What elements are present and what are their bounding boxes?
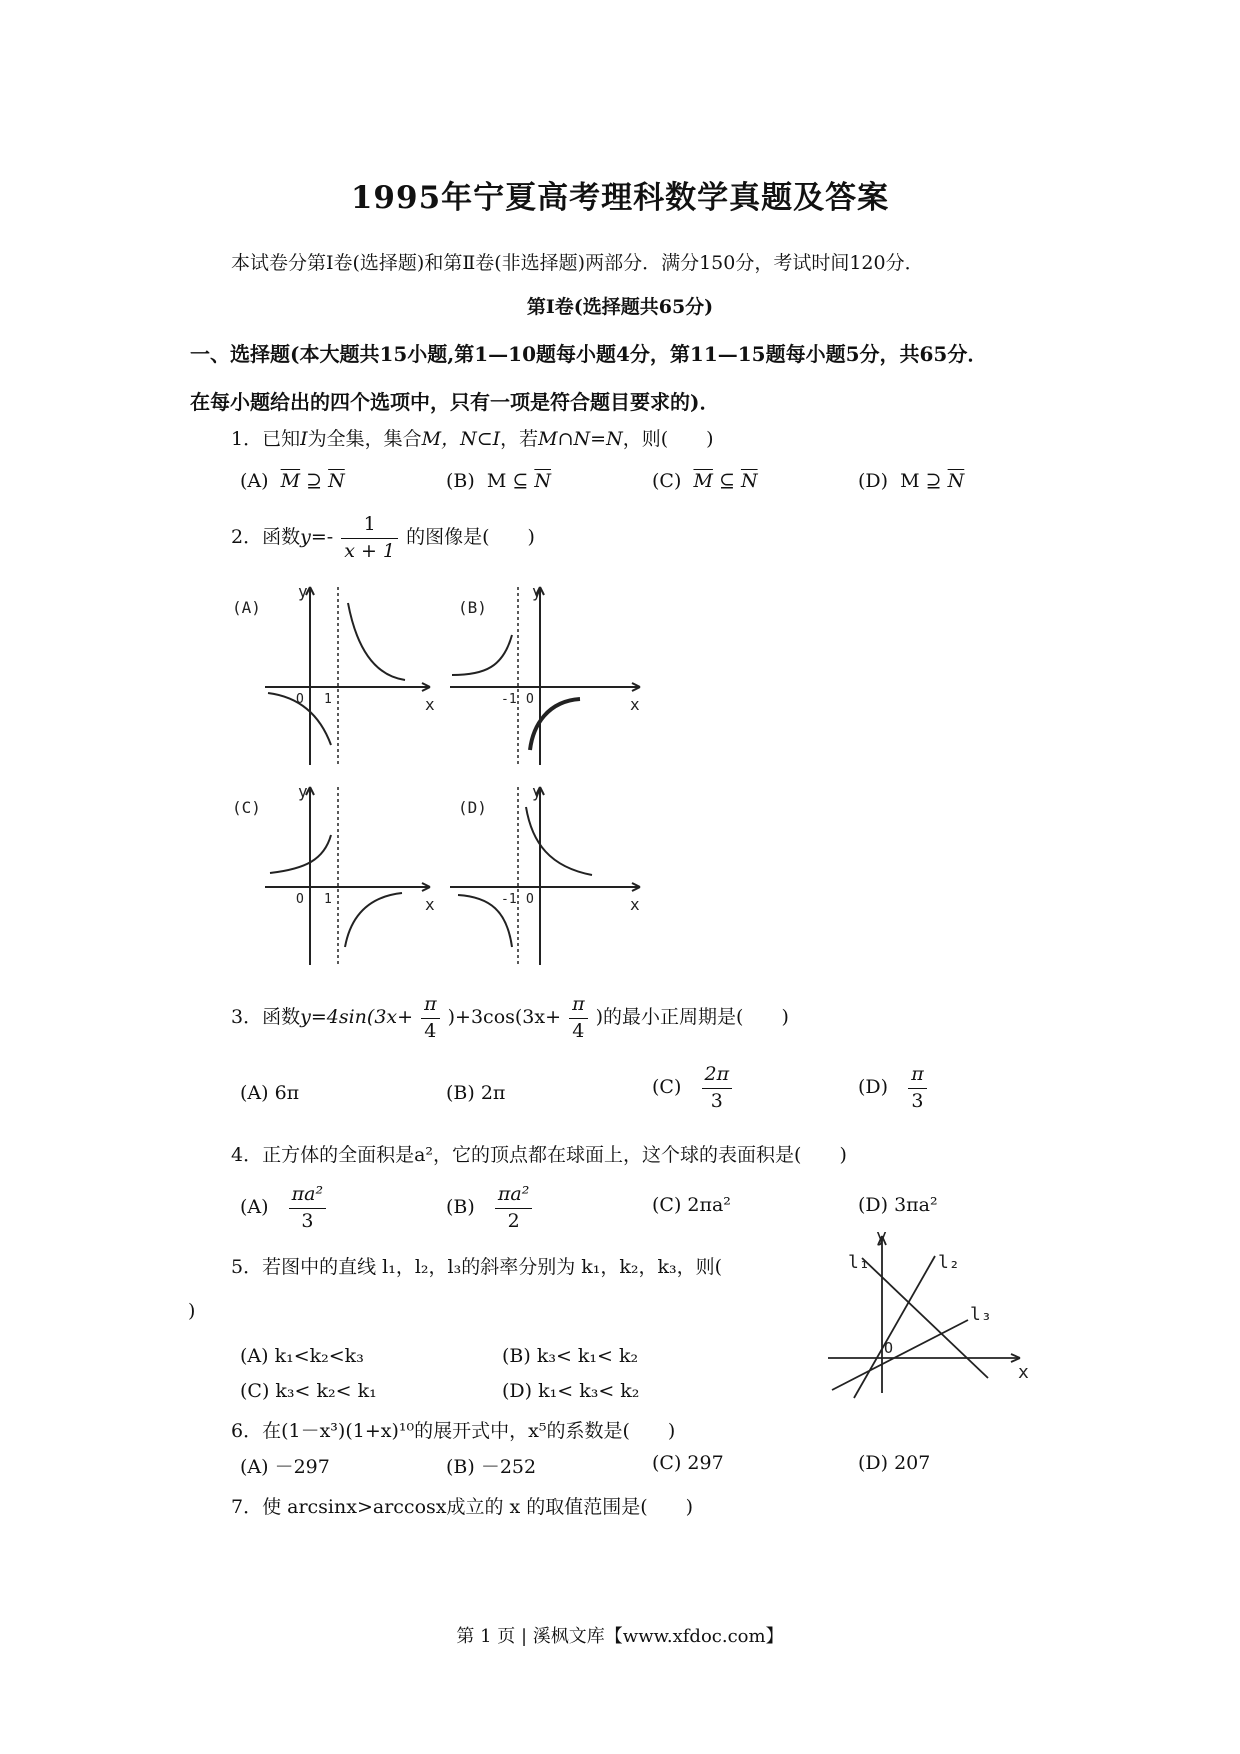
- question-1-option-d: (D) M ⊇ $\overline{N}$: [858, 470, 965, 492]
- graph-a-x-label: x: [425, 695, 435, 714]
- question-4-option-d: (D) 3πa²: [858, 1194, 938, 1216]
- fraction: $\frac{\pi}{4}$: [421, 992, 440, 1044]
- question-1-stem: 1．已知I为全集，集合M，N⊂I，若M∩N=N，则( ): [231, 428, 714, 450]
- question-1-option-a: (A) $\overline{M}$ ⊇ $\overline{N}$: [240, 470, 345, 492]
- question-7-stem: 7．使 arcsinx>arccosx成立的 x 的取值范围是( ): [231, 1496, 694, 1518]
- fraction: $\frac{\text{πa²}}{2}$: [495, 1182, 532, 1234]
- question-6-option-a: (A) －297: [240, 1456, 330, 1478]
- question-3-option-d: (D) $\frac{\pi}{3}$: [858, 1062, 929, 1114]
- question-5-option-d: (D) k₁< k₃< k₂: [502, 1380, 640, 1402]
- graph-d-origin: O: [526, 892, 534, 907]
- fraction: $\frac{2\pi}{3}$: [702, 1062, 733, 1114]
- graph-d-x-label: x: [630, 895, 640, 914]
- fig-line-l3-label: l₃: [970, 1304, 992, 1325]
- question-2-stem: 2．函数y=- $\frac{1}{x + 1}$ 的图像是( ): [231, 512, 535, 564]
- question-4-stem: 4．正方体的全面积是a²，它的顶点都在球面上，这个球的表面积是( ): [231, 1144, 847, 1166]
- part1-heading: 第Ⅰ卷(选择题共65分): [526, 296, 714, 318]
- question-6-option-c: (C) 297: [652, 1452, 724, 1474]
- graph-a: [265, 587, 430, 765]
- question-1-option-b: (B) M ⊆ $\overline{N}$: [446, 470, 551, 492]
- question-2-graphs: [220, 575, 660, 975]
- question-5-figure: [820, 1228, 1040, 1418]
- graph-a-tick: 1: [324, 692, 332, 707]
- fig-line-l1-label: l₁: [848, 1252, 870, 1273]
- question-3-option-b: (B) 2π: [446, 1082, 506, 1104]
- graph-b-tick: -1: [501, 692, 517, 707]
- page-title: 1995年宁夏高考理科数学真题及答案: [350, 180, 890, 216]
- fig-line-l2-label: l₂: [938, 1252, 960, 1273]
- graph-c-origin: O: [296, 892, 304, 907]
- graph-b-y-label: y: [532, 582, 542, 601]
- graph-c: [265, 787, 430, 965]
- fig-origin: O: [884, 1339, 894, 1357]
- question-6-option-b: (B) －252: [446, 1456, 537, 1478]
- question-4-option-a: (A) $\frac{\text{πa²}}{3}$: [240, 1182, 328, 1234]
- question-5-stem-end: ): [188, 1300, 196, 1322]
- graph-b-x-label: x: [630, 695, 640, 714]
- question-6-stem: 6．在(1－x³)(1+x)¹⁰的展开式中，x⁵的系数是( ): [231, 1420, 676, 1442]
- question-5-option-b: (B) k₃< k₁< k₂: [502, 1345, 639, 1367]
- fig-y-label: y: [876, 1228, 887, 1247]
- graph-c-tick: 1: [324, 892, 332, 907]
- graph-d-tick: -1: [501, 892, 517, 907]
- graph-a-origin: O: [296, 692, 304, 707]
- fraction: $\frac{\text{πa²}}{3}$: [289, 1182, 326, 1234]
- fraction: $\frac{1}{x + 1}$: [341, 512, 398, 564]
- section1-instructions-line2: 在每小题给出的四个选项中，只有一项是符合题目要求的)．: [190, 390, 720, 414]
- question-4-option-c: (C) 2πa²: [652, 1194, 731, 1216]
- question-5-option-c: (C) k₃< k₂< k₁: [240, 1380, 377, 1402]
- graph-b-origin: O: [526, 692, 534, 707]
- question-6-option-d: (D) 207: [858, 1452, 931, 1474]
- graph-c-x-label: x: [425, 895, 435, 914]
- question-4-option-b: (B) $\frac{\text{πa²}}{2}$: [446, 1182, 534, 1234]
- graph-b-label: (B): [458, 598, 487, 617]
- fig-x-label: x: [1018, 1362, 1029, 1383]
- fraction: $\frac{\pi}{3}$: [908, 1062, 927, 1114]
- graph-d-label: (D): [458, 798, 487, 817]
- graph-c-y-label: y: [298, 782, 308, 801]
- question-3-option-c: (C) $\frac{2\pi}{3}$: [652, 1062, 734, 1114]
- question-3-stem: 3．函数y=4sin(3x+ $\frac{\pi}{4}$ )+3cos(3x+ $\frac{\pi}{4}$ )的最小正周期是( ): [231, 992, 789, 1044]
- graph-d-y-label: y: [532, 782, 542, 801]
- fraction: $\frac{\pi}{4}$: [569, 992, 588, 1044]
- exam-intro: 本试卷分第Ⅰ卷(选择题)和第Ⅱ卷(非选择题)两部分．满分150分，考试时间120分．: [231, 252, 924, 274]
- graph-a-label: (A): [232, 598, 261, 617]
- section1-instructions-line1: 一、选择题(本大题共15小题,第1—10题每小题4分，第11—15题每小题5分，共65分．: [190, 342, 988, 366]
- graph-a-y-label: y: [298, 582, 308, 601]
- question-1-option-c: (C) $\overline{M}$ ⊆ $\overline{N}$: [652, 470, 758, 492]
- question-3-option-a: (A) 6π: [240, 1082, 300, 1104]
- question-5-stem: 5．若图中的直线 l₁，l₂，l₃的斜率分别为 k₁，k₂，k₃，则(: [231, 1256, 723, 1278]
- graph-c-label: (C): [232, 798, 261, 817]
- question-5-option-a: (A) k₁<k₂<k₃: [240, 1345, 364, 1367]
- page-footer: 第 1 页 | 溪枫文库【www.xfdoc.com】: [456, 1626, 784, 1647]
